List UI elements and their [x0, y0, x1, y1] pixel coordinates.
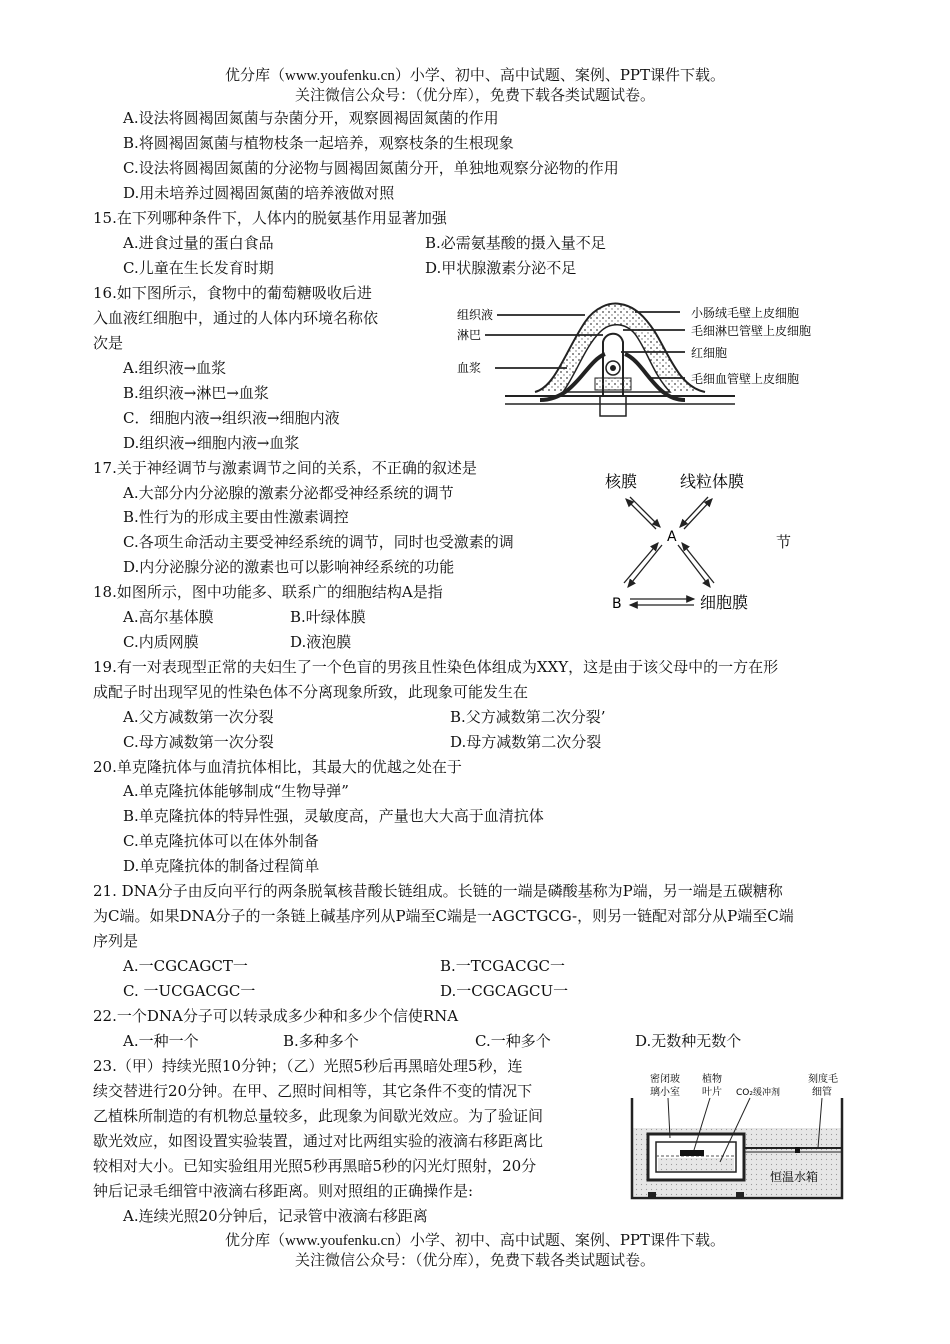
- label-mito-membrane: 线粒体膜: [680, 472, 745, 491]
- q21-stem-2: 为C端。如果DNA分子的一条链上碱基序列从P端至C端是一AGCTGCG-，则另一链配对部分从P端至C端: [93, 907, 794, 925]
- footer-prefix: 优分库（: [224, 1231, 285, 1249]
- q17-option-a: A.大部分内分泌腺的激素分泌都受神经系统的调节: [123, 484, 454, 502]
- q17-stem: 17.关于神经调节与激素调节之间的关系，不正确的叙述是: [93, 459, 477, 477]
- q15-stem: 15.在下列哪种条件下，人体内的脱氨基作用显著加强: [93, 209, 447, 227]
- q21-option-d: D.一CGCAGCU一: [440, 982, 569, 1000]
- q15-option-a: A.进食过量的蛋白食品: [123, 234, 274, 252]
- footer-suffix: ）小学、初中、高中试题、案例、PPT课件下载。: [394, 1231, 726, 1249]
- label-capillary-epithelium: 毛细血管壁上皮细胞: [691, 372, 800, 386]
- q23-stem-3: 乙植株所制造的有机物总量较多，此现象为间歇光效应。为了验证间: [93, 1107, 544, 1125]
- q19-stem-2: 成配子时出现罕见的性染色体不分离现象所致，此现象可能发生在: [93, 683, 529, 701]
- q19-option-a: A.父方减数第一次分裂: [123, 708, 274, 726]
- q17-option-d: D.内分泌腺分泌的激素也可以影响神经系统的功能: [123, 558, 455, 576]
- q20-stem: 20.单克隆抗体与血清抗体相比，其最大的优越之处在于: [93, 758, 462, 776]
- q16-option-a: A.组织液→血浆: [123, 359, 227, 377]
- label-tissue-fluid: 组织液: [457, 308, 494, 322]
- header-prefix: 优分库（: [224, 66, 285, 84]
- q21-option-c: C. 一UCGACGC一: [123, 982, 256, 1000]
- q19-option-d: D.母方减数第二次分裂: [450, 733, 602, 751]
- q23-stem-1: 23.（甲）持续光照10分钟；（乙）光照5秒后再黑暗处理5秒，连: [93, 1057, 523, 1075]
- q20-option-a: A.单克隆抗体能够制成“生物导弹”: [123, 782, 349, 800]
- q19-option-c: C.母方减数第一次分裂: [123, 733, 274, 751]
- q15-option-b: B.必需氨基酸的摄入量不足: [425, 234, 606, 252]
- footer-wechat-line: 关注微信公众号：（优分库），免费下载各类试题试卷。: [294, 1251, 655, 1269]
- label-water-tank: 恒温水箱: [770, 1170, 819, 1184]
- q23-stem-2: 续交替进行20分钟。在甲、乙照时间相等，其它条件不变的情况下: [93, 1082, 533, 1100]
- label-tube-2: 细管: [812, 1087, 832, 1098]
- page-header: [0, 66, 950, 86]
- label-co2-buffer: CO₂缓冲剂: [736, 1088, 780, 1098]
- header-wechat-line: 关注微信公众号：（优分库），免费下载各类试题试卷。: [294, 86, 655, 104]
- q16-option-c: C．细胞内液→组织液→细胞内液: [123, 409, 340, 427]
- q21-option-a: A.一CGCAGCT一: [123, 957, 248, 975]
- label-chamber-1: 密闭玻: [650, 1074, 680, 1085]
- q14-option-b: B.将圆褐固氮菌与植物枝条一起培养，观察枝条的生根现象: [123, 134, 514, 152]
- label-villus-epithelium: 小肠绒毛壁上皮细胞: [691, 306, 800, 320]
- q14-option-a: A.设法将圆褐固氮菌与杂菌分开，观察圆褐固氮菌的作用: [123, 109, 499, 127]
- q18-option-c: C.内质网膜: [123, 633, 199, 651]
- q18-option-d: D.液泡膜: [290, 633, 352, 651]
- q18-option-b: B.叶绿体膜: [290, 608, 366, 626]
- label-tube-1: 刻度毛: [808, 1074, 838, 1085]
- header-site-link[interactable]: www.youfenku.cn: [284, 68, 395, 84]
- q21-stem-3: 序列是: [93, 932, 139, 950]
- q16-stem-2: 入血液红细胞中，通过的人体内环境名称依: [93, 309, 379, 327]
- q20-option-b: B.单克隆抗体的特异性强，灵敏度高，产量也大大高于血清抗体: [123, 807, 544, 825]
- q16-villus-figure: [445, 292, 845, 417]
- q19-option-b: B.父方减数第二次分裂’: [450, 708, 606, 726]
- label-lymph-epithelium: 毛细淋巴管壁上皮细胞: [691, 324, 812, 338]
- q23-stem-5: 较相对大小。已知实验组用光照5秒再黑暗5秒的闪光灯照射，20分: [93, 1157, 537, 1175]
- q23-option-a: A.连续光照20分钟后，记录管中液滴右移距离: [123, 1207, 428, 1225]
- label-chamber-2: 璃小室: [650, 1087, 680, 1098]
- q18-membrane-figure: [590, 465, 790, 615]
- q22-stem: 22.一个DNA分子可以转录成多少种和多少个信使RNA: [93, 1007, 459, 1025]
- label-leaf-2: 叶片: [702, 1087, 722, 1098]
- q16-stem-1: 16.如下图所示，食物中的葡萄糖吸收后进: [93, 284, 372, 302]
- page-footer: [0, 1231, 950, 1251]
- q15-option-d: D.甲状腺激素分泌不足: [425, 259, 577, 277]
- q23-stem-6: 钟后记录毛细管中液滴右移距离。则对照组的正确操作是:: [93, 1182, 474, 1200]
- label-plasma: 血浆: [457, 361, 482, 375]
- q16-stem-3: 次是: [93, 334, 124, 352]
- q17-option-c: C.各项生命活动主要受神经系统的调节，同时也受激素的调: [123, 533, 514, 551]
- q17-option-c-tail: 节: [776, 533, 792, 551]
- q21-stem-1: 21. DNA分子由反向平行的两条脱氧核昔酸长链组成。长链的一端是磷酸基称为P端，另一端是五碳糖称: [93, 882, 783, 900]
- q17-option-b: B.性行为的形成主要由性激素调控: [123, 508, 349, 526]
- q16-option-b: B.组织液→淋巴→血浆: [123, 384, 269, 402]
- label-lymph: 淋巴: [457, 328, 482, 342]
- q22-option-b: B.多种多个: [283, 1032, 359, 1050]
- q23-apparatus-figure: [620, 1068, 850, 1208]
- q20-option-c: C.单克隆抗体可以在体外制备: [123, 832, 319, 850]
- header-suffix: ）小学、初中、高中试题、案例、PPT课件下载。: [394, 66, 726, 84]
- q16-option-d: D.组织液→细胞内液→血浆: [123, 434, 300, 452]
- footer-site-link[interactable]: www.youfenku.cn: [284, 1233, 395, 1249]
- label-center-a: A: [667, 529, 677, 545]
- q14-option-c: C.设法将圆褐固氮菌的分泌物与圆褐固氮菌分开，单独地观察分泌物的作用: [123, 159, 619, 177]
- q21-option-b: B.一TCGACGC一: [440, 957, 566, 975]
- q15-option-c: C.儿童在生长发育时期: [123, 259, 274, 277]
- label-leaf-1: 植物: [702, 1074, 722, 1085]
- q20-option-d: D.单克隆抗体的制备过程简单: [123, 857, 320, 875]
- q18-stem: 18.如图所示，图中功能多、联系广的细胞结构A是指: [93, 583, 443, 601]
- label-red-blood-cell: 红细胞: [691, 346, 728, 360]
- q14-option-d: D.用未培养过圆褐固氮菌的培养液做对照: [123, 184, 395, 202]
- q23-stem-4: 歇光效应，如图设置实验装置，通过对比两组实验的液滴右移距离比: [93, 1132, 544, 1150]
- q19-stem-1: 19.有一对表现型正常的夫妇生了一个色盲的男孩且性染色体组成为XXY，这是由于该父母中的一方在形: [93, 658, 779, 676]
- label-b: B: [612, 596, 622, 612]
- label-cell-membrane: 细胞膜: [700, 593, 749, 612]
- q22-option-a: A.一种一个: [123, 1032, 199, 1050]
- q22-option-c: C.一种多个: [475, 1032, 551, 1050]
- plant-leaf: [680, 1150, 704, 1156]
- q22-option-d: D.无数种无数个: [635, 1032, 742, 1050]
- label-nuclear-membrane: 核膜: [605, 472, 638, 491]
- q18-option-a: A.高尔基体膜: [123, 608, 214, 626]
